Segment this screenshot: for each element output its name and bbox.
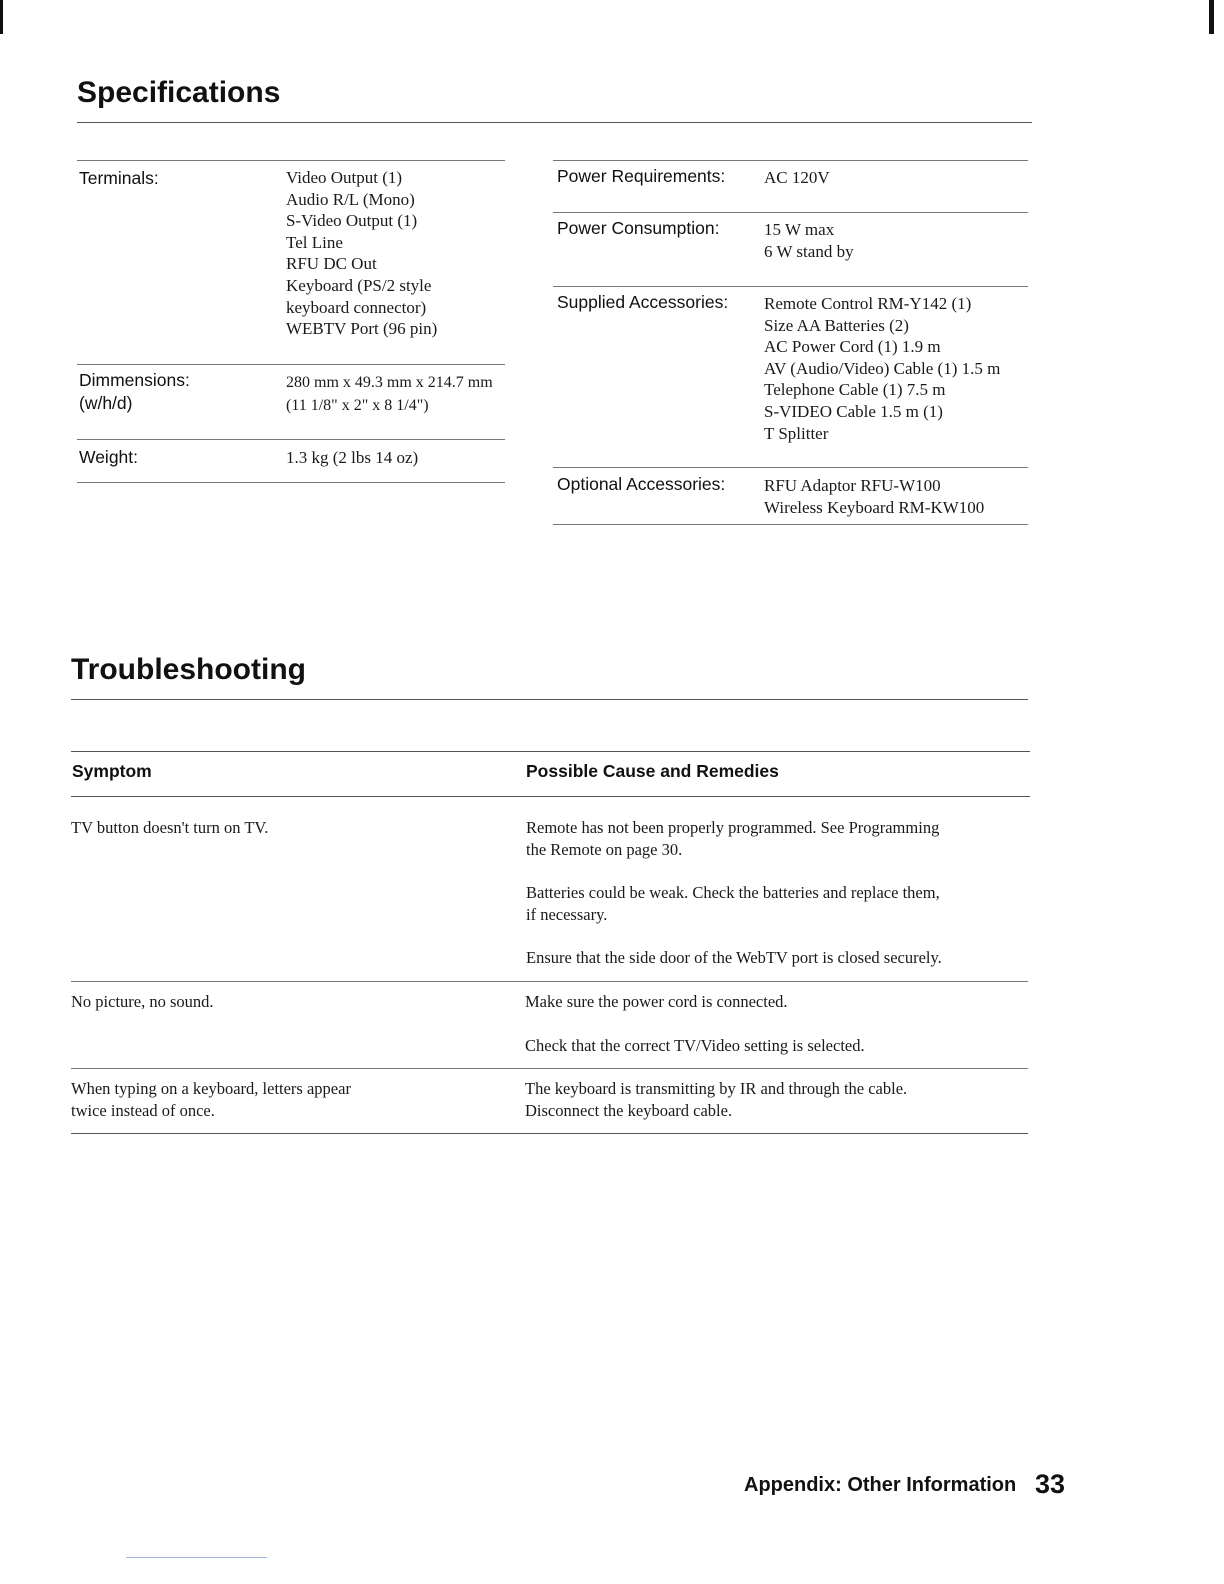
table-bottom-rule — [71, 1133, 1028, 1134]
spec-rule — [553, 467, 1028, 468]
spec-value-power-consumption: 15 W max 6 W stand by — [764, 220, 854, 261]
troubleshooting-title: Troubleshooting — [71, 653, 306, 686]
table-top-rule — [71, 751, 1030, 752]
spec-label-optional-accessories: Optional Accessories: — [557, 474, 726, 494]
spec-value-optional-accessories: RFU Adaptor RFU-W100 Wireless Keyboard RM-KW100 — [764, 476, 985, 517]
spec-value-terminals: Video Output (1) Audio R/L (Mono) S-Video Output (1) Tel Line RFU DC Out Keyboard (PS/2 style keyboard connector) WEBTV Port (96 pin) — [286, 168, 438, 339]
table-row-remedy: Make sure the power cord is connected. — [525, 992, 788, 1011]
table-row-symptom: No picture, no sound. — [71, 992, 214, 1011]
table-header-rule — [71, 796, 1030, 797]
specifications-title: Specifications — [77, 76, 281, 109]
table-row-remedy: The keyboard is transmitting by IR and through the cable. Disconnect the keyboard cable. — [525, 1079, 908, 1120]
spec-label-power-requirements: Power Requirements: — [557, 166, 726, 186]
scan-artifact-line — [126, 1557, 267, 1558]
spec-rule — [77, 439, 505, 440]
spec-value-weight: 1.3 kg (2 lbs 14 oz) — [286, 448, 419, 467]
page-number: 33 — [1035, 1469, 1066, 1499]
spec-rule — [553, 160, 1028, 161]
spec-label-power-consumption: Power Consumption: — [557, 218, 720, 238]
table-row-remedy: Check that the correct TV/Video setting is selected. — [525, 1036, 865, 1055]
spec-label-dimensions: Dimmensions: (w/h/d) — [79, 370, 190, 413]
spec-rule — [553, 524, 1028, 525]
spec-rule — [553, 286, 1028, 287]
troubleshooting-title-rule — [71, 699, 1028, 700]
footer-section-label: Appendix: Other Information — [744, 1474, 1017, 1496]
table-row-rule — [71, 981, 1028, 982]
specifications-title-rule — [77, 122, 1032, 123]
column-header-symptom: Symptom — [72, 761, 152, 781]
spec-value-dimensions: 280 mm x 49.3 mm x 214.7 mm (11 1/8" x 2" x 8 1/4") — [286, 374, 493, 414]
spec-label-terminals: Terminals: — [79, 168, 159, 188]
table-row-symptom: TV button doesn't turn on TV. — [71, 818, 269, 837]
table-row-remedy: Ensure that the side door of the WebTV port is closed securely. — [526, 948, 942, 967]
scan-edge-mark-right — [1209, 0, 1214, 34]
table-row-rule — [71, 1068, 1028, 1069]
spec-rule — [77, 364, 505, 365]
spec-value-supplied-accessories: Remote Control RM-Y142 (1) Size AA Batteries (2) AC Power Cord (1) 1.9 m AV (Audio/Video) Cable (1) 1.5 m Telephone Cable (1) 7.5 m S-VIDEO Cable 1.5 m (1) T Splitter — [764, 294, 1001, 443]
column-header-remedies: Possible Cause and Remedies — [526, 761, 779, 781]
spec-label-supplied-accessories: Supplied Accessories: — [557, 292, 729, 312]
spec-label-weight: Weight: — [79, 447, 139, 467]
spec-value-power-requirements: AC 120V — [764, 168, 830, 187]
table-row-symptom: When typing on a keyboard, letters appear twice instead of once. — [71, 1079, 351, 1120]
scan-edge-mark-left — [0, 0, 3, 34]
table-row-remedy: Batteries could be weak. Check the batteries and replace them, if necessary. — [526, 883, 940, 924]
spec-rule — [77, 482, 505, 483]
spec-rule — [553, 212, 1028, 213]
spec-rule — [77, 160, 505, 161]
table-row-remedy: Remote has not been properly programmed. See Programming the Remote on page 30. — [526, 818, 940, 859]
